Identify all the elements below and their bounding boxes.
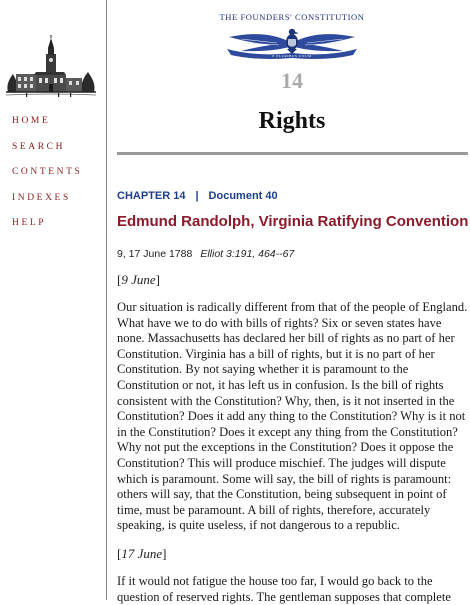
sidebar (0, 0, 107, 600)
chapter-title: Rights (258, 108, 326, 134)
body-paragraph-1: Our situation is radically different from that of the people of England. What have we to do with bills of rights? Six or seven states have none. Massachusetts has declared her bill of rights as no part of her Constitution. Virginia has a bill of rights, but it is no part of her Constitution. By not saying whether it is paramount to the Constitution or not, it has left us in confusion. Is the bill of rights consistent with the Constitution? Why, then, is it not inserted in the Constitution? Does it add any thing to the Constitution? Why is it not in the Constitution? Does it except any thing from the Constitution? Why not put the exceptions in the Constitution? Does it oppose the Constitution? This will produce mischief. The judges will dispute which is paramount. Some will say, the bill of rights is paramount: others will say, that the Constitution, being subsequent in point of time, must be paramount. A bill of rights, therefore, accurately speaking, is quite useless, if not dangerous to a republic. (117, 300, 468, 533)
bracket-close: ] (155, 272, 160, 287)
section-date-text: 17 June (121, 546, 163, 561)
section-date-2 (117, 546, 166, 562)
bracket-open: [ (117, 272, 122, 287)
source-date: 9, 17 June 1788 (117, 248, 193, 260)
site-title: THE FOUNDERS' CONSTITUTION (219, 12, 365, 22)
title-divider (117, 152, 468, 155)
document-meta (117, 190, 278, 202)
state-house-logo[interactable] (6, 34, 96, 100)
document-label: Document 40 (208, 190, 278, 202)
section-date-text: 9 June (121, 272, 156, 287)
source-line (117, 248, 294, 260)
bracket-close: ] (162, 546, 167, 561)
nav-indexes-link[interactable]: INDEXES (12, 192, 71, 203)
nav-search-link[interactable]: SEARCH (12, 141, 66, 152)
body-paragraph-2: If it would not fatigue the house too far, I would go back to the question of reserved rights. The gentleman supposes that complete (117, 574, 451, 604)
chapter-label: CHAPTER 14 (117, 190, 186, 202)
nav-home-link[interactable]: HOME (12, 116, 51, 126)
nav-help-link[interactable]: HELP (12, 218, 47, 228)
document-title: Edmund Randolph, Virginia Ratifying Convention (117, 213, 469, 230)
masthead[interactable] (117, 12, 467, 59)
meta-separator: | (195, 190, 199, 202)
volume-number: 14 (281, 68, 303, 93)
bracket-open: [ (117, 546, 122, 561)
section-date-1 (117, 272, 160, 288)
eagle-seal-icon (221, 25, 363, 59)
seal-motto: E PLURIBUS UNUM (272, 54, 312, 58)
nav-contents-link[interactable]: CONTENTS (12, 167, 83, 177)
site-nav (12, 116, 82, 244)
source-citation: Elliot 3:191, 464--67 (200, 248, 295, 260)
